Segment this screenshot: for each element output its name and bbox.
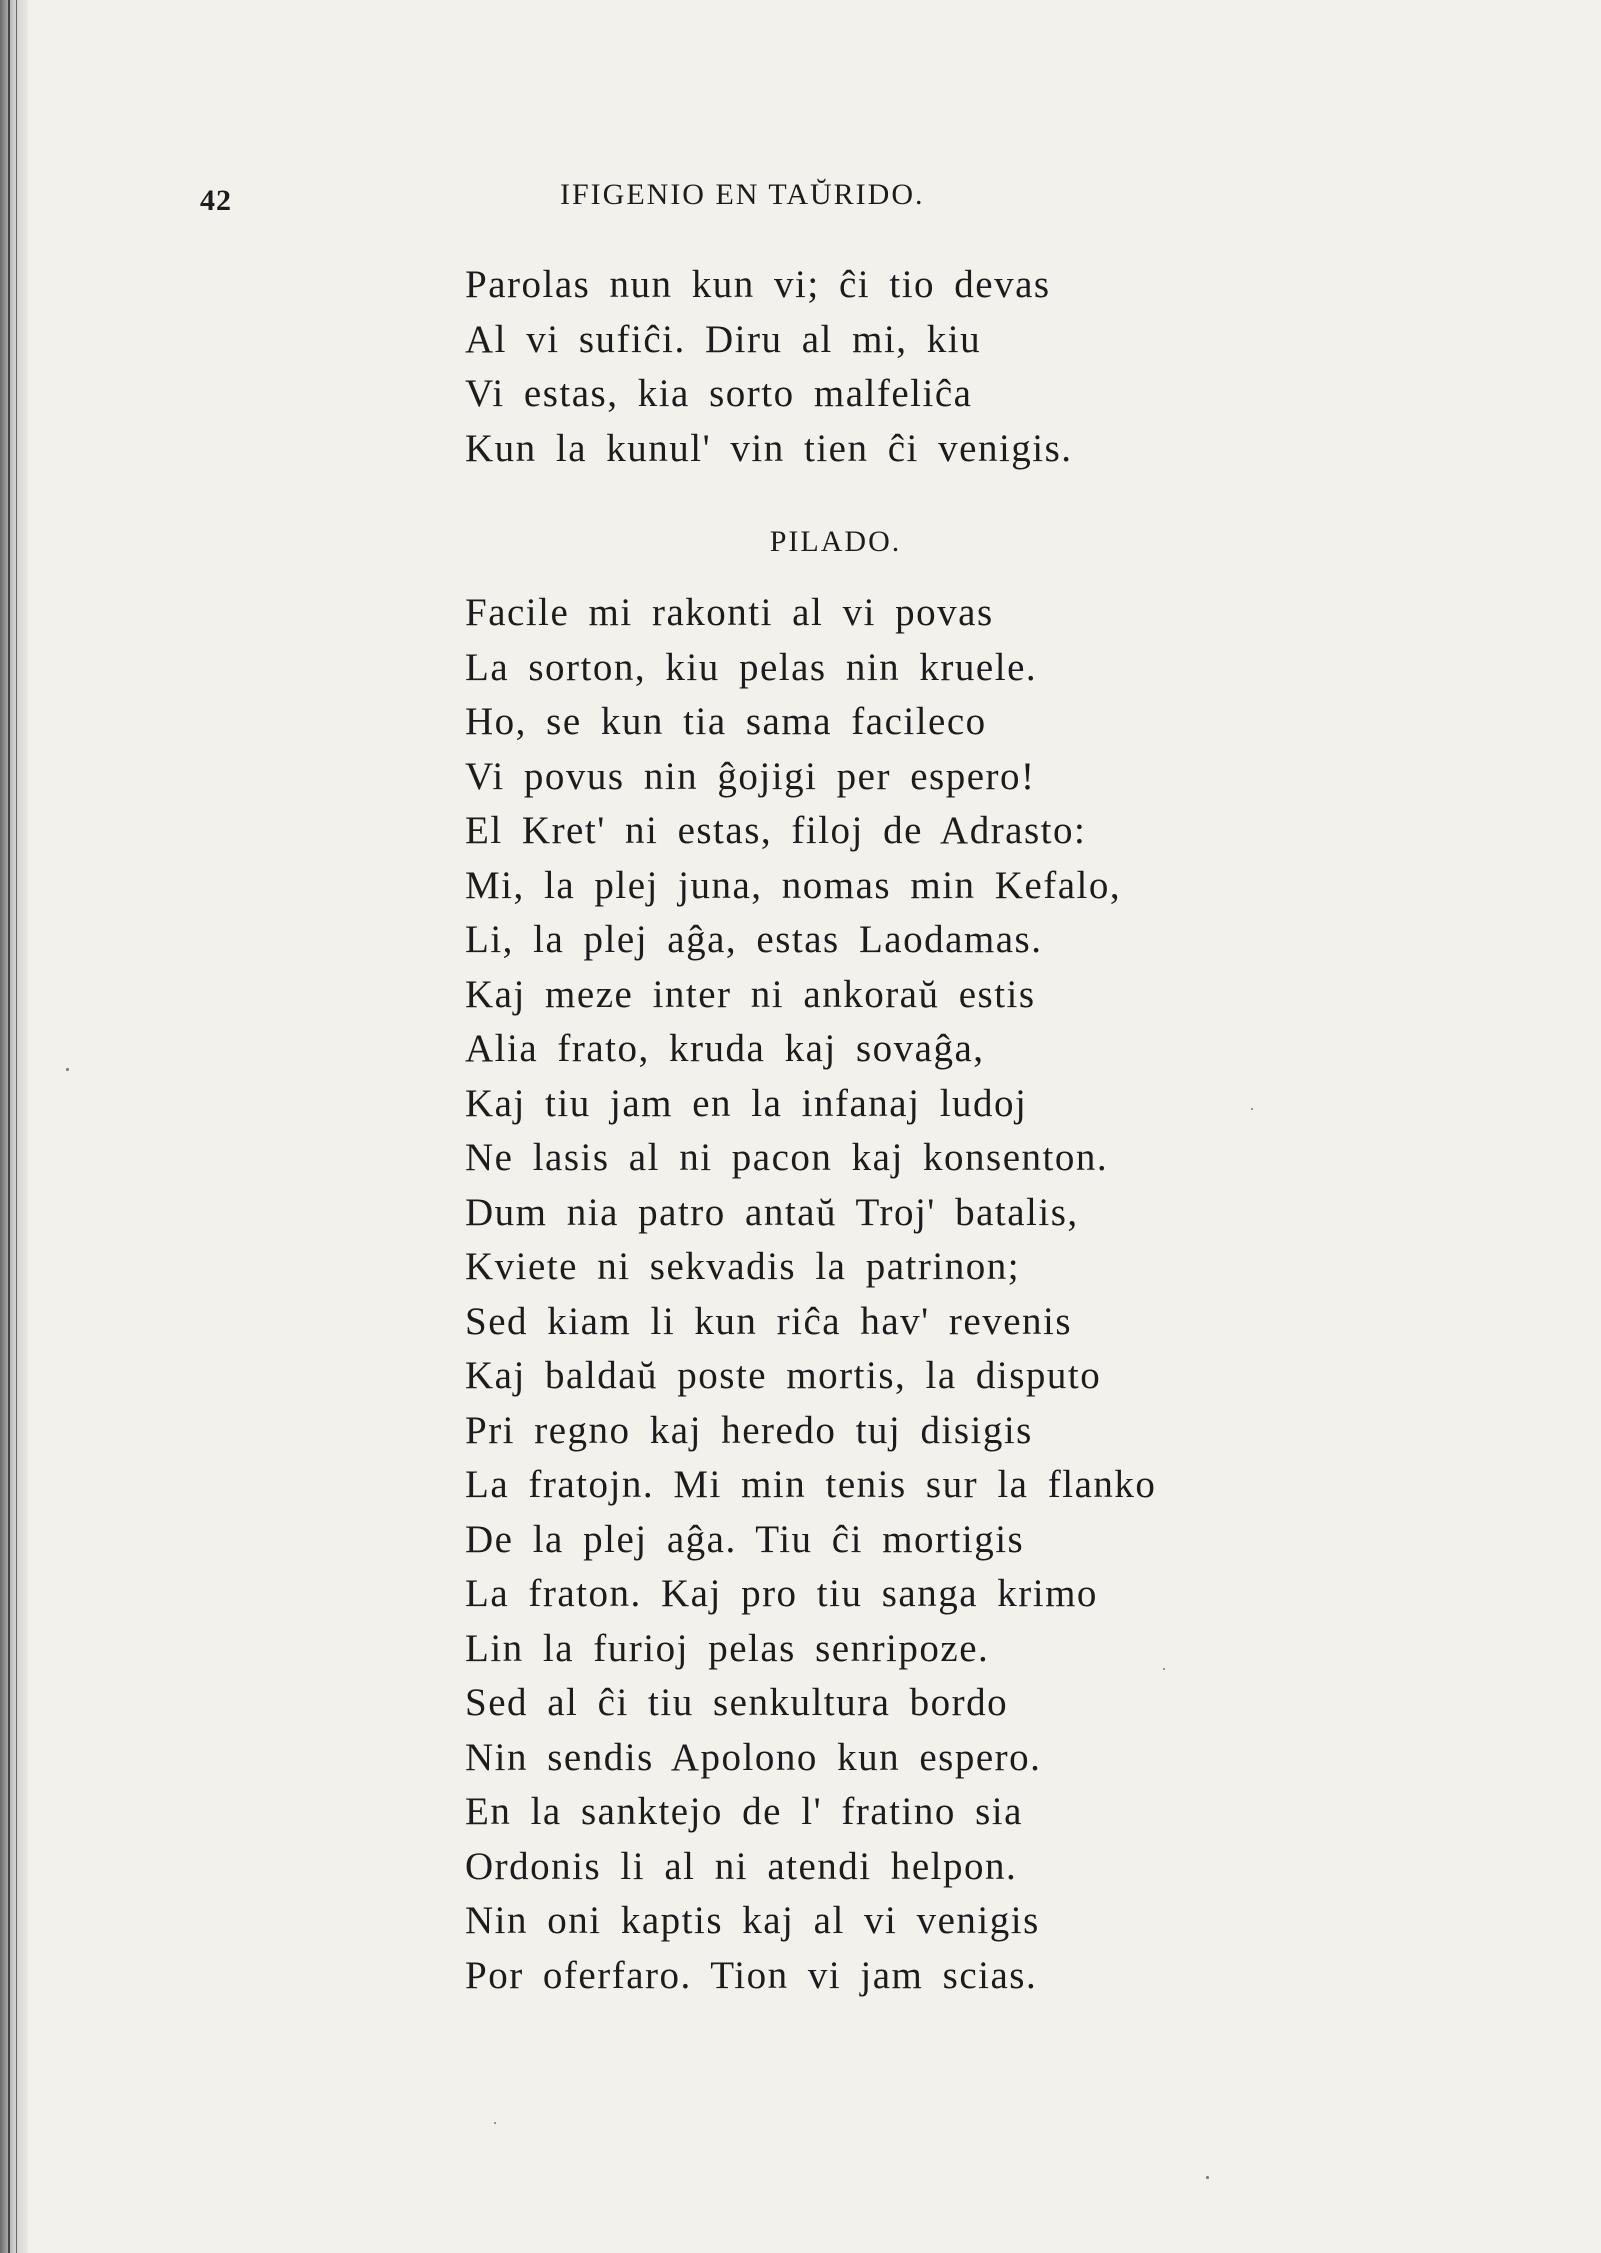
page-gutter-shadow xyxy=(0,0,28,2253)
verse-stanza-2 xyxy=(465,586,1156,2003)
verse-line: Lin la furioj pelas senripoze. xyxy=(465,1626,990,1670)
verse-line: Pri regno kaj heredo tuj disigis xyxy=(465,1408,1033,1452)
verse-line: La fraton. Kaj pro tiu sanga krimo xyxy=(465,1572,1098,1615)
verse-line: En la sanktejo de l' fratino sia xyxy=(465,1790,1023,1833)
verse-line: La sorton, kiu pelas nin kruele. xyxy=(465,645,1038,689)
gutter-line xyxy=(16,0,17,2253)
running-title: IFIGENIO EN TAŬRIDO. xyxy=(560,178,925,211)
verse-line: El Kret' ni estas, filoj de Adrasto: xyxy=(465,809,1087,852)
verse-line: Facile mi rakonti al vi povas xyxy=(465,591,994,634)
speaker-name: PILADO. xyxy=(769,525,902,558)
verse-line: Vi estas, kia sorto malfeliĉa xyxy=(465,372,973,415)
verse-line: Vi povus nin ĝojigi per espero! xyxy=(465,754,1036,798)
verse-line: Por oferfaro. Tion vi jam scias. xyxy=(465,1953,1038,1997)
verse-line: Al vi sufiĉi. Diru al mi, kiu xyxy=(465,317,982,361)
verse-line: Kaj meze inter ni ankoraŭ estis xyxy=(465,972,1036,1016)
gutter-line xyxy=(8,0,10,2253)
verse-line: La fratojn. Mi min tenis sur la flanko xyxy=(465,1463,1157,1506)
verse-line: Sed kiam li kun riĉa hav' revenis xyxy=(465,1299,1073,1343)
running-head xyxy=(0,168,1601,218)
verse-line: Ordonis li al ni atendi helpon. xyxy=(465,1844,1018,1888)
verse-line: Ne lasis al ni pacon kaj konsenton. xyxy=(465,1136,1109,1179)
paper-speck xyxy=(66,1068,69,1071)
verse-line: Sed al ĉi tiu senkultura bordo xyxy=(465,1681,1009,1724)
verse-line: Alia frato, kruda kaj sovaĝa, xyxy=(465,1027,985,1070)
verse-line: Kviete ni sekvadis la patrinon; xyxy=(465,1245,1021,1288)
paper-speck xyxy=(1206,2176,1209,2179)
verse-line: Parolas nun kun vi; ĉi tio devas xyxy=(465,263,1051,306)
verse-line: Kun la kunul' vin tien ĉi venigis. xyxy=(465,426,1073,470)
verse-line: Kaj baldaŭ poste mortis, la disputo xyxy=(465,1354,1102,1397)
paper-speck xyxy=(1251,1108,1253,1110)
page-number: 42 xyxy=(200,184,232,217)
verse-line: Li, la plej aĝa, estas Laodamas. xyxy=(465,918,1043,961)
verse-line: Ho, se kun tia sama facileco xyxy=(465,700,987,743)
paper-speck xyxy=(494,2122,496,2124)
verse-line: Dum nia patro antaŭ Troj' batalis, xyxy=(465,1190,1079,1234)
paper-speck xyxy=(1163,1668,1165,1670)
verse-line: Mi, la plej juna, nomas min Kefalo, xyxy=(465,863,1122,907)
verse-stanza-1 xyxy=(465,258,1073,476)
verse-line: Kaj tiu jam en la infanaj ludoj xyxy=(465,1081,1028,1125)
verse-line: Nin sendis Apolono kun espero. xyxy=(465,1735,1042,1779)
verse-line: De la plej aĝa. Tiu ĉi mortigis xyxy=(465,1517,1025,1561)
verse-line: Nin oni kaptis kaj al vi venigis xyxy=(465,1899,1040,1942)
